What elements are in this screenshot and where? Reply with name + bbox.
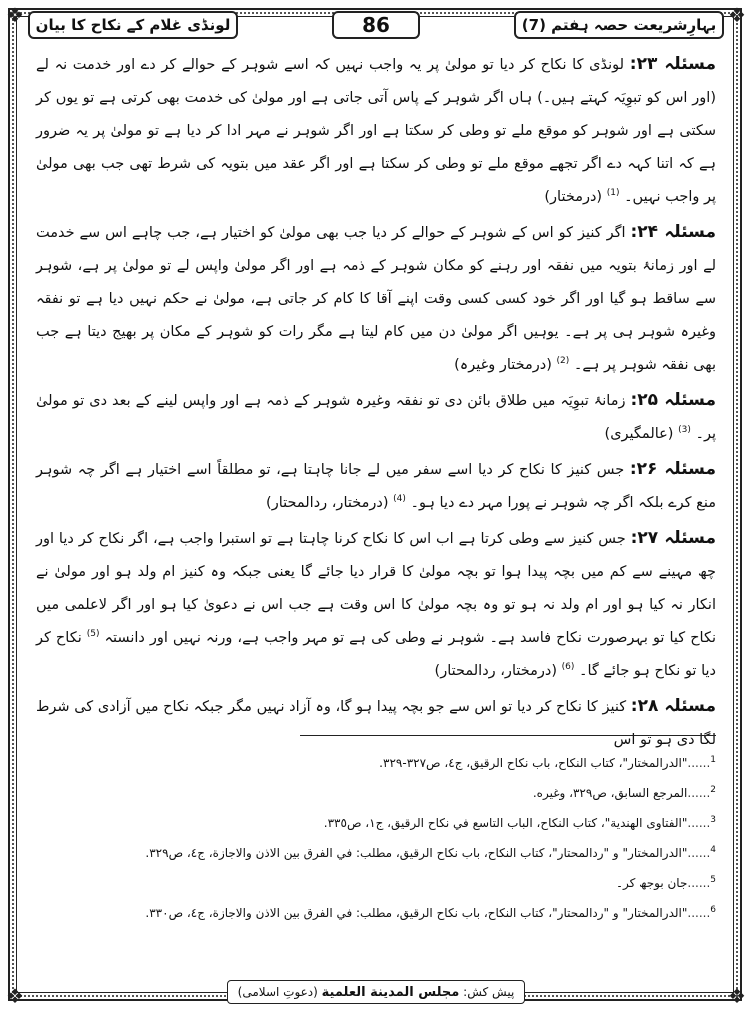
footnote-item	[36, 745, 716, 775]
masala-label: مسئلہ ۲۷:	[630, 528, 717, 548]
masala-paragraph	[36, 453, 716, 520]
footnote-text: المرجع السابق، ص٣٢٩، وغيره.	[532, 786, 688, 800]
footnote-ref[interactable]: (1)	[606, 188, 620, 199]
masala-label: مسئلہ ۲۵:	[630, 390, 716, 410]
footnote-number: 1	[710, 755, 716, 765]
corner-ornament-icon: ❖	[728, 984, 746, 1008]
masala-text: جس کنیز سے وطی کرتا ہے اب اس کا نکاح کرنا چاہتا ہے تو استبرا واجب ہے، اگر نکاح کر دیا اور چھ مہینے سے کم میں بچہ پیدا ہوا تو بچہ مولیٰ کا قرار دیا جائے گا یعنی جبکہ وہ کنیز ام ولد ہو اور مولیٰ نے انکار نہ کیا ہو اور ام ولد نہ ہو تو وہ بچہ مولیٰ کا اس وقت ہے جب اس نے دعویٰ کیا ہو اور اگر لاعلمی میں نکاح کیا تو بہرصورت نکاح فاسد ہے۔ شوہر نے وطی کی ہے تو مہر واجب ہے، ورنہ نہیں اور دانستہ	[36, 531, 717, 646]
page-header	[28, 8, 724, 42]
book-title: بہارِشریعت حصہ ہفتم (7)	[514, 11, 724, 39]
footnote-number: 3	[710, 815, 716, 825]
footnote-dots: ......	[687, 876, 711, 890]
footnote-number: 6	[710, 905, 716, 915]
footnote-number: 5	[710, 875, 716, 885]
masala-text: لونڈی کا نکاح کر دیا تو مولیٰ پر یہ واجب نہیں کہ اسے شوہر کے حوالے کر دے اور خدمت نہ لے (اور اس کو تبوِیَہ کہتے ہیں۔) ہاں اگر شوہر کے پاس آتی جاتی ہے اور مولیٰ کی خدمت بھی کرتی ہے تو یوں کر سکتی ہے اور شوہر کو موقع ملے تو وطی کر سکتا ہے اور اگر شوہر نے مہر ادا کر دیا ہے تو مولیٰ پر یہ ضرور ہے کہ اتنا کہہ دے اگر تجھے موقع ملے تو وطی کر سکتا ہے اور اگر عقد میں بتویہ کی شرط تھی جب بھی مولیٰ پر واجب نہیں۔	[36, 57, 716, 205]
masala-paragraph	[36, 48, 716, 214]
footnote-text: "الدرالمختار"، كتاب النكاح، باب نكاح الرقيق، ج٤، ص٣٢٧-٣٢٩.	[379, 756, 688, 770]
footnote-item	[36, 835, 716, 865]
footnote-dots: ......	[687, 756, 711, 770]
masala-text: زمانۂ تبوِیَہ میں طلاق بائن دی تو نفقہ وغیرہ شوہر کے ذمہ ہے اور واپس لینے کے بعد دی تو مولیٰ پر۔	[36, 393, 716, 442]
footnote-ref[interactable]: (6)	[561, 662, 575, 673]
footnote-text: "الدرالمختار" و "ردالمحتار"، كتاب النكاح، باب نكاح الرقيق، مطلب: في الفرق بين الاذن والاجازة، ج٤، ص٣٢٩.	[145, 846, 688, 860]
corner-ornament-icon: ❖	[6, 984, 24, 1008]
page-number: 86	[332, 11, 420, 39]
footnotes	[36, 745, 716, 925]
footnote-dots: ......	[687, 906, 711, 920]
corner-ornament-icon: ❖	[728, 3, 746, 27]
publisher-name: مجلس المدينة العلمية	[321, 985, 460, 1000]
footnote-dots: ......	[687, 816, 711, 830]
footnote-ref[interactable]: (2)	[556, 356, 570, 367]
masala-label: مسئلہ ۲۸:	[630, 696, 716, 716]
footnote-text: جان بوجھ کر۔	[615, 876, 688, 890]
footnote-item	[36, 895, 716, 925]
masala-paragraph	[36, 384, 716, 451]
footnote-ref[interactable]: (5)	[86, 629, 100, 640]
source-citation: (درمختار، ردالمحتار)	[266, 495, 389, 511]
masala-paragraph	[36, 216, 716, 382]
footnote-item	[36, 775, 716, 805]
footer-prefix: پیش کش:	[463, 985, 515, 999]
footnote-ref[interactable]: (3)	[678, 425, 691, 436]
masala-paragraph	[36, 522, 716, 688]
source-citation: (درمختار، ردالمحتار)	[434, 663, 557, 679]
main-text	[36, 48, 716, 759]
footnote-dots: ......	[687, 786, 711, 800]
source-citation: (درمختار وغیرہ)	[454, 357, 552, 373]
publisher-box	[227, 980, 526, 1004]
footnote-number: 4	[710, 845, 716, 855]
footnote-ref[interactable]: (4)	[393, 494, 406, 505]
corner-ornament-icon: ❖	[6, 3, 24, 27]
masala-text: کنیز کا نکاح کر دیا تو اس سے جو بچہ پیدا ہو گا، وہ آزاد نہیں مگر جبکہ نکاح میں آزادی کی شرط لگا دی ہو تو اس	[36, 699, 716, 748]
page-footer	[0, 980, 752, 1004]
masala-text: اگر کنیز کو اس کے شوہر کے حوالے کر دیا جب بھی مولیٰ کو اختیار ہے، جب چاہے اس سے خدمت لے اور زمانۂ بتویہ میں نفقہ اور رہنے کو مکان شوہر کے ذمہ ہے اور اگر مولیٰ واپس لے تو مولیٰ پر ہے، شوہر سے ساقط ہو گیا اور اگر خود کسی کسی وقت اپنے آقا کا کام کر جاتی ہے، مولیٰ نے حکم نہیں دیا ہے تو نفقہ وغیرہ شوہر ہی پر ہے۔ یوہیں اگر مولیٰ دن میں کام لیتا ہے مگر رات کو شوہر کے مکان پر بھیج دیتا ہے جب بھی نفقہ شوہر پر ہے۔	[36, 225, 716, 373]
masala-label: مسئلہ ۲۶:	[629, 459, 716, 479]
masala-text-continued: نکاح کر دیا تو نکاح ہو جائے گا۔	[36, 630, 716, 679]
publisher-org: (دعوتِ اسلامی)	[237, 985, 318, 999]
masala-text: جس کنیز کا نکاح کر دیا اسے سفر میں لے جانا چاہتا ہے، تو مطلقاً اسے اختیار ہے اگر چہ شوہر منع کرے بلکہ اگر چہ شوہر نے پورا مہر دے دیا ہو۔	[36, 462, 716, 511]
source-citation: (درمختار)	[544, 189, 603, 205]
footnote-dots: ......	[687, 846, 711, 860]
footnote-number: 2	[710, 785, 716, 795]
footnote-text: "الدرالمختار" و "ردالمحتار"، كتاب النكاح، باب نكاح الرقيق، مطلب: في الفرق بين الاذن والاجازة، ج٤، ص٣٣٠.	[145, 906, 688, 920]
footnote-item	[36, 805, 716, 835]
chapter-title: لونڈی غلام کے نکاح کا بیان	[28, 11, 238, 39]
masala-label: مسئلہ ۲۴:	[630, 222, 716, 242]
masala-label: مسئلہ ۲۳:	[629, 54, 716, 74]
source-citation: (عالمگیری)	[604, 426, 674, 442]
footnote-text: "الفتاوى الهندية"، كتاب النكاح، الباب التاسع في نكاح الرقيق، ج١، ص٣٣٥.	[323, 816, 688, 830]
footnote-item	[36, 865, 716, 895]
footnote-divider	[300, 735, 716, 736]
